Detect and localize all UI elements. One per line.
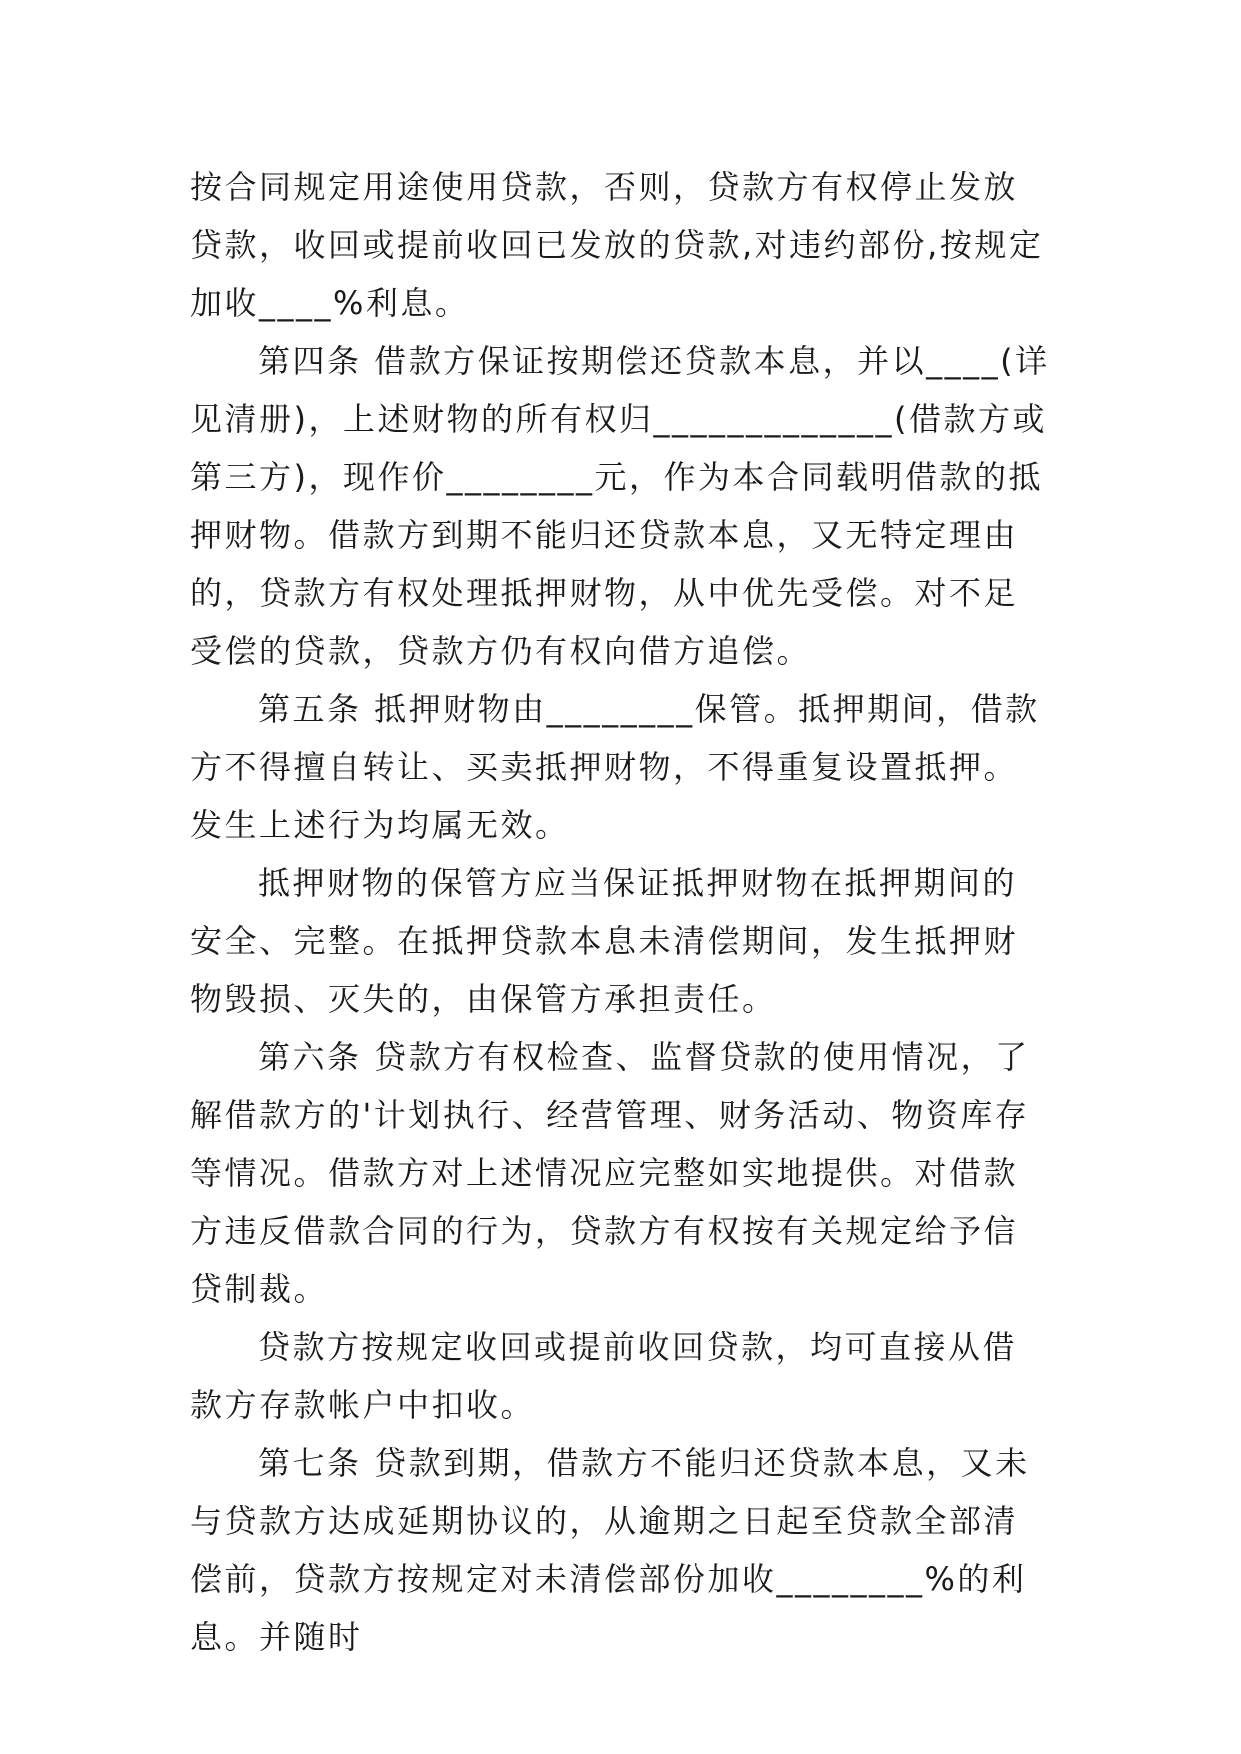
paragraph-article-5: 第五条 抵押财物由________保管。抵押期间，借款方不得擅自转让、买卖抵押财物，不得重复设置抵押。发生上述行为均属无效。 [190, 690, 1040, 844]
paragraph-article-6: 第六条 贷款方有权检查、监督贷款的使用情况，了解借款方的'计划执行、经营管理、财务活动、物资库存等情况。借款方对上述情况应完整如实地提供。对借款方违反借款合同的行为，贷款方有权按有关规定给予信贷制裁。 [190, 1038, 1030, 1308]
paragraph-continuation: 按合同规定用途使用贷款，否则，贷款方有权停止发放贷款，收回或提前收回已发放的贷款,对违约部份,按规定加收____%利息。 [190, 168, 1044, 322]
document-body [190, 158, 1050, 1666]
paragraph-article-4: 第四条 借款方保证按期偿还贷款本息，并以____(详见清册)，上述财物的所有权归_____________(借款方或第三方)，现作价________元，作为本合同载明借款的抵押财物。借款方到期不能归还贷款本息，又无特定理由的，贷款方有权处理抵押财物，从中优先受偿。对不足受偿的贷款，贷款方仍有权向借方追偿。 [190, 342, 1050, 670]
paragraph-custody-responsibility: 抵押财物的保管方应当保证抵押财物在抵押期间的安全、完整。在抵押贷款本息未清偿期间，发生抵押财物毁损、灭失的，由保管方承担责任。 [190, 864, 1019, 1018]
paragraph-article-7: 第七条 贷款到期，借款方不能归还贷款本息，又未与贷款方达成延期协议的，从逾期之日起至贷款全部清偿前，贷款方按规定对未清偿部份加收________%的利息。并随时 [190, 1444, 1030, 1656]
paragraph-deduction: 贷款方按规定收回或提前收回贷款，均可直接从借款方存款帐户中扣收。 [190, 1328, 1018, 1424]
